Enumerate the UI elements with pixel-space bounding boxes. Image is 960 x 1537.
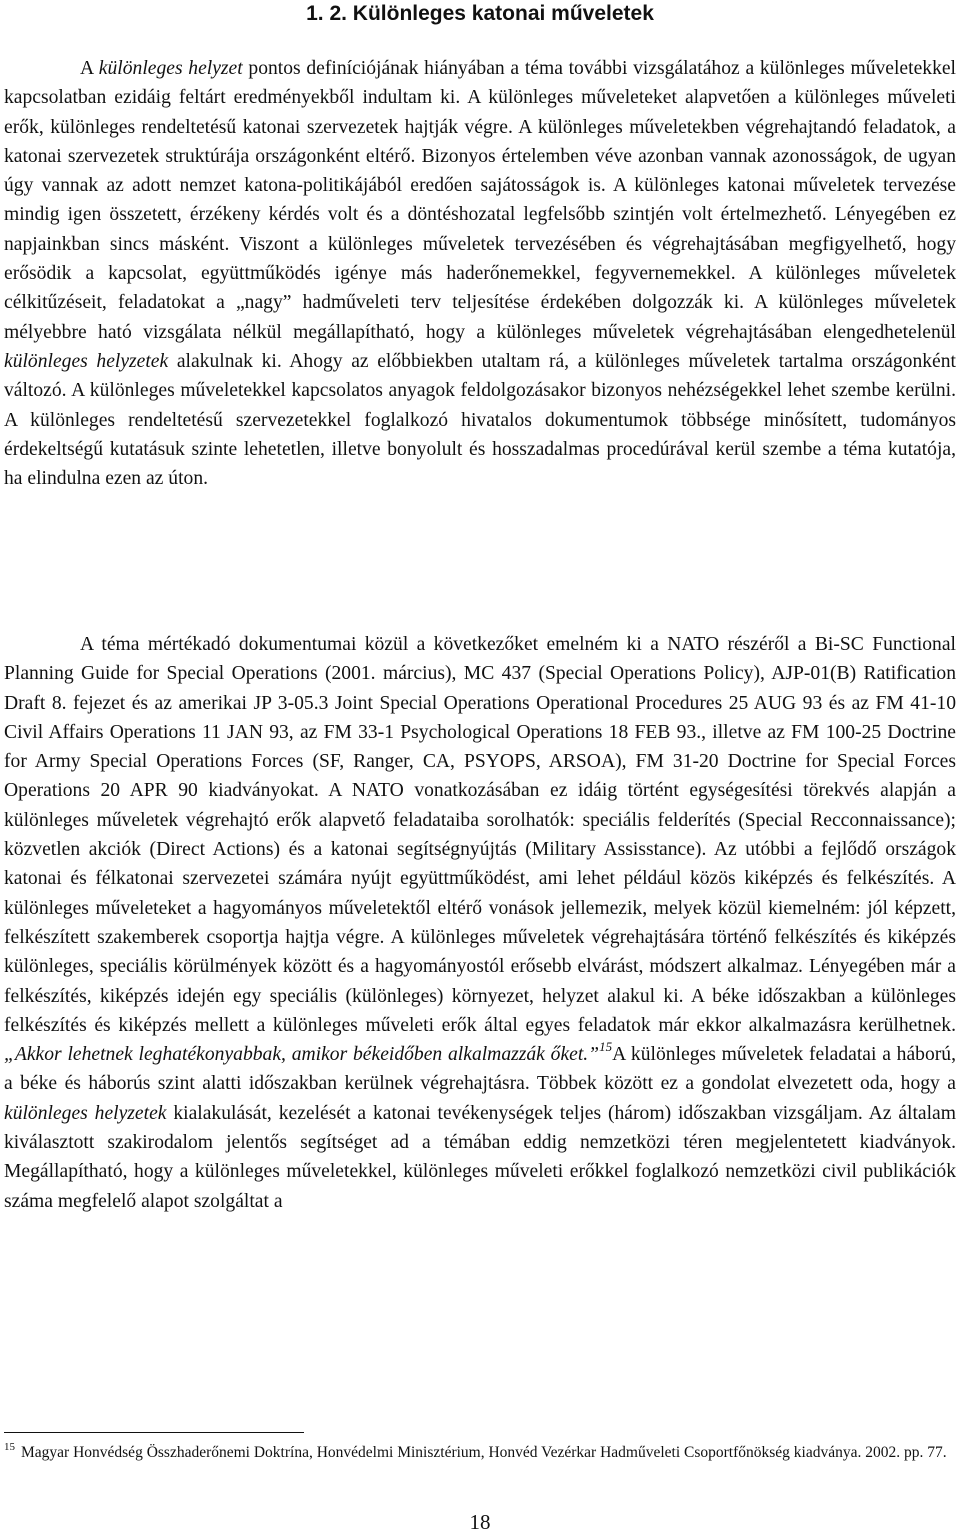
footnote-reference: 15 <box>599 1039 613 1055</box>
paragraph-text: alakulnak ki. Ahogy az előbbiekben utaltam rá, a különleges műveletek tartalma országonként változó. A különleges műveletekkel kapcsolatos anyagok feldolgozásakor bizonyos nehézségekkel lehet szembe kerülni. A különleges rendeltetésű szervezetekkel foglalkozó hivatalos dokumentumok többsége minősített, tudományos érdekeltségű kutatásuk szinte lehetetlen, illetve bonyolult és hosszadalmas procedúrával kerül szembe a téma kutatója, ha elindulna ezen az úton. <box>4 350 956 490</box>
italic-text: „Akkor lehetnek leghatékonyabbak, amikor békeidőben alkalmazzák őket.” <box>4 1044 600 1066</box>
footnote-number: 15 <box>4 1441 15 1453</box>
body-paragraph-2 <box>4 630 956 1216</box>
page-number: 18 <box>469 1510 491 1534</box>
paragraph-text: A téma mértékadó dokumentumai közül a következőket emelném ki a NATO részéről a Bi-SC Functional Planning Guide for Special Operations (2001. március), MC 437 (Special Operations Policy), AJP-01(B) Ratification Draft 8. fejezet és az amerikai JP 3-05.3 Joint Special Operations Operational Procedures 25 AUG 93 és az FM 41-10 Civil Affairs Operations 11 JAN 93, az FM 33-1 Psychological Operations 18 FEB 93., illetve az FM 100-25 Doctrine for Army Special Operations Forces (SF, Ranger, CA, PSYOPS, ARSOA), FM 31-20 Doctrine for Special Forces Operations 20 APR 90 kiadványokat. A NATO vonatkozásában ez idáig történt egységesítési törekvés alapján a különleges műveletek végrehajtó erők alapvető feladataiba sorolhatók: speciális felderítés (Special Recconnaissance); közvetlen akciók (Direct Actions) és a katonai segítségnyújtás (Military Assisstance). Az utóbbi a fejlődő országok katonai és félkatonai szervezetei számára nyújt együttműködést, ami lehet például közös kiképzés és felkészítés. A különleges műveleteket a hagyományos műveletektől eltérő vonások jellemezik, melyek közül kiemelném: jól képzett, felkészített szakemberek csoportja hajtja végre. A különleges műveletek végrehajtására történő felkészítés és kiképzés különleges, speciális körülmények között és a hagyományostól erősebb elvárást, módszert alkalmaz. Lényegében már a felkészítés, kiképzés idején egy speciális (különleges) környezet, helyzet alakul ki. A béke időszakban a különleges felkészítés és kiképzés mellett a különleges műveleti erők által egyes feladatok már ekkor alkalmazásra kerülhetnek. <box>4 634 956 1036</box>
italic-text: különleges helyzetek <box>4 1102 167 1124</box>
paragraph-text: A különleges műveletek feladatai a háború, a béke és háborús szint alatti időszakban kerülnek végrehajtásra. Többek között ez a gondolat elvezetett oda, hogy a <box>4 1044 956 1095</box>
document-page <box>4 0 957 1534</box>
paragraph-text: A <box>80 58 99 79</box>
paragraph-text: kialakulását, kezelését a katonai tevékenységek teljes (három) időszakban vizsgáljam. Az általam kiválasztott szakirodalom jelentős segítséget ad a témában eddig nemzetközi téren megjelentetett kiadványok. Megállapítható, hogy a különleges műveletekkel, különleges műveleti erőkkel foglalkozó nemzetközi civil publikációk száma megfelelő alapot szolgáltat a <box>4 1102 956 1212</box>
footnote-text: Magyar Honvédség Összhaderőnemi Doktrína, Honvédelmi Minisztérium, Honvéd Vezérkar Hadműveleti Csoportfőnökség kiadványa. 2002. pp. 77. <box>21 1444 947 1461</box>
body-paragraph-1 <box>4 54 956 493</box>
paragraph-text: pontos definíciójának hiányában a téma további vizsgálatához a különleges műveletekkel kapcsolatban ezidáig feltárt eredményekből indultam ki. A különleges műveleteket alapvetően a különleges műveleti erők, különleges rendeltetésű katonai szervezetek hajtják végre. A különleges műveletekben végrehajtandó feladatok, a katonai szervezetek struktúrája országonként eltérő. Bizonyos értelemben véve azonban vannak azonosságok, de ugyan úgy vannak az adott nemzet katona-politikájából eredően sajátosságok is. A különleges katonai műveletek tervezése mindig igen összetett, érzékeny kérdés volt és a döntéshozatal legfelsőbb szintjén volt értelmezhető. Lényegében ez napjainkban sincs másként. Viszont a különleges műveletek tervezésében és végrehajtásában megfigyelhető, hogy erősödik a kapcsolat, együttműködés igénye más haderőnemekkel, fegyvernemekkel. A különleges műveletek célkitűzéseit, feladatokat a „nagy” hadműveleti terv teljesítése érdekében dolgozzák ki. A különleges műveletek mélyebbre ható vizsgálata nélkül megállapítható, hogy a különleges műveletek végrehajtásában elengedhetelenül <box>4 58 957 343</box>
section-heading: 1. 2. Különleges katonai műveletek <box>306 2 654 25</box>
footnote-divider <box>4 1432 304 1433</box>
footnote <box>4 1442 956 1464</box>
italic-text: különleges helyzetek <box>4 350 169 372</box>
italic-text: különleges helyzet <box>98 58 243 79</box>
